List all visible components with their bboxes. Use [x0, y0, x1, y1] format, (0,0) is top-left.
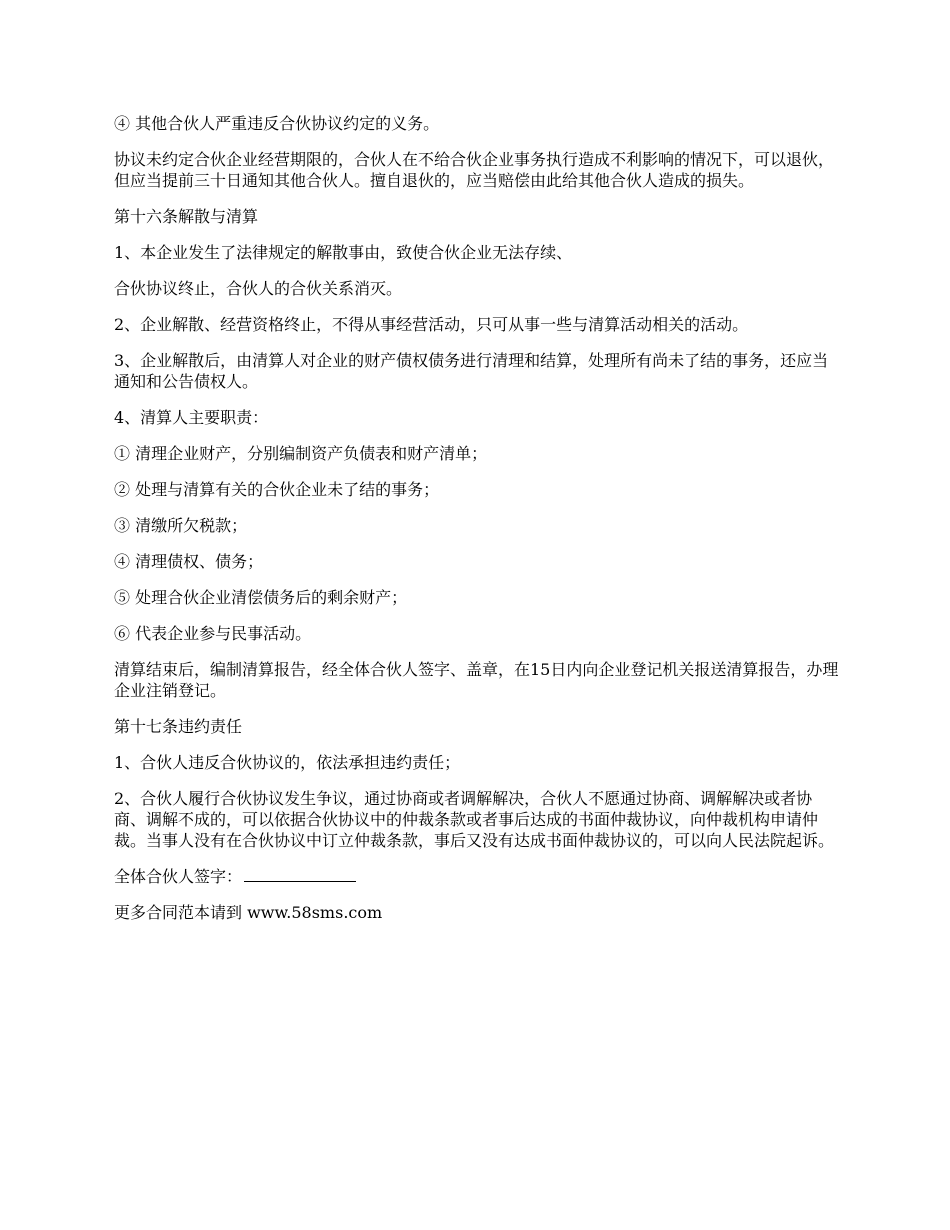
clause-item: 3、企业解散后，由清算人对企业的财产债权债务进行清理和结算，处理所有尚未了结的事务，还应当通知和公告债权人。 [114, 351, 829, 391]
clause-item: 2、企业解散、经营资格终止，不得从事经营活动，只可从事一些与清算活动相关的活动。 [114, 315, 749, 334]
clause-item: 合伙协议终止，合伙人的合伙关系消灭。 [114, 279, 403, 298]
document-page [114, 113, 844, 938]
liquidation-end-paragraph: 清算结束后，编制清算报告，经全体合伙人签字、盖章，在15日内向企业登记机关报送清算报告，办理企业注销登记。 [114, 660, 839, 700]
article-17-heading: 第十七条违约责任 [114, 717, 243, 736]
signature-blank [244, 866, 356, 882]
footer-link-text: 更多合同范本请到 www.58sms.com [114, 903, 383, 922]
clause-item: ④ 其他合伙人严重违反合伙协议约定的义务。 [114, 114, 440, 133]
duty-item: ② 处理与清算有关的合伙企业未了结的事务； [114, 480, 440, 499]
clause-item: 4、清算人主要职责： [114, 408, 269, 427]
clause-item: 1、合伙人违反合伙协议的，依法承担违约责任； [114, 753, 461, 772]
duty-item: ① 清理企业财产，分别编制资产负债表和财产清单； [114, 444, 488, 463]
withdrawal-paragraph: 协议未约定合伙企业经营期限的，合伙人在不给合伙企业事务执行造成不利影响的情况下，可以退伙，但应当提前三十日通知其他合伙人。擅自退伙的，应当赔偿由此给其他合伙人造成的损失。 [114, 150, 835, 190]
duty-item: ④ 清理债权、债务； [114, 552, 264, 571]
article-16-heading: 第十六条解散与清算 [114, 207, 259, 226]
duty-item: ③ 清缴所欠税款； [114, 516, 248, 535]
duty-item: ⑥ 代表企业参与民事活动。 [114, 624, 312, 643]
duty-item: ⑤ 处理合伙企业清偿债务后的剩余财产； [114, 588, 408, 607]
clause-item: 2、合伙人履行合伙协议发生争议，通过协商或者调解解决，合伙人不愿通过协商、调解解决或者协商、调解不成的，可以依据合伙协议中的仲裁条款或者事后达成的书面仲裁协议，向仲裁机构申请仲裁。当事人没有在合伙协议中订立仲裁条款，事后又没有达成书面仲裁协议的，可以向人民法院起诉。 [114, 789, 835, 850]
signature-line [114, 866, 844, 887]
clause-item: 1、本企业发生了法律规定的解散事由，致使合伙企业无法存续、 [114, 243, 573, 262]
signature-label: 全体合伙人签字： [114, 867, 243, 886]
